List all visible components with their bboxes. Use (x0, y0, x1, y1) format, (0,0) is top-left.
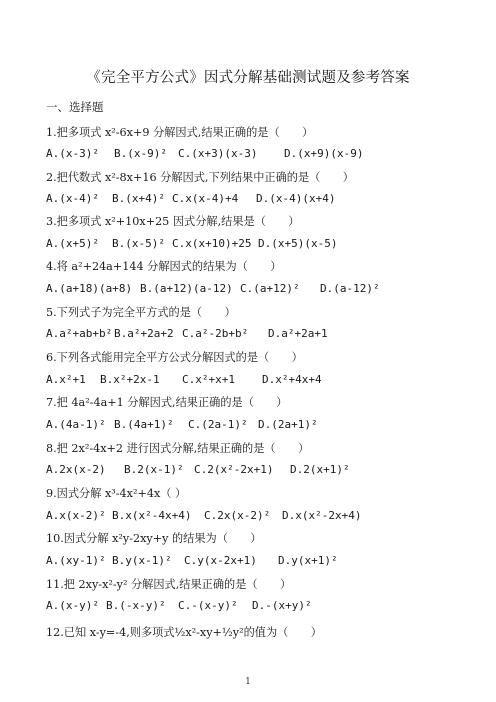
option-b: B.x(x²-4x+4) (112, 509, 192, 522)
option-b: B.(x+4)² (112, 192, 165, 205)
option-b: B.a²+2a+2 (114, 327, 174, 340)
section-heading: 一、选择题 (46, 100, 104, 114)
option-c: C.a²-2b+b² (182, 327, 249, 340)
question-stem: 10.因式分解 x²y-2xy+y 的结果为（ ） (46, 532, 262, 545)
option-d: D.x²+4x+4 (262, 373, 322, 386)
question-options (46, 147, 363, 160)
question-stem: 8.把 2x²-4x+2 进行因式分解,结果正确的是（ ） (46, 442, 310, 455)
question-options (46, 554, 338, 567)
question-stem: 4.将 a²+24a+144 分解因式的结果为（ ） (46, 260, 282, 273)
question-stem: 9.因式分解 x³-4x²+4x（ ） (46, 487, 187, 500)
option-d: D.(x-4)(x+4) (256, 192, 336, 205)
option-a: A.(a+18)(a+8) (46, 282, 133, 295)
question-options (46, 599, 312, 612)
option-d: D.2(x+1)² (290, 463, 350, 476)
question-options (46, 282, 380, 295)
option-d: D.-(x+y)² (252, 599, 312, 612)
option-a: A.(xy-1)² (46, 554, 106, 567)
option-d: D.(a-12)² (320, 282, 380, 295)
option-a: A.(4a-1)² (46, 418, 106, 431)
option-c: C.(a+12)² (240, 282, 300, 295)
option-b: B.(x-5)² (112, 237, 165, 250)
question-stem: 11.把 2xy-x²-y² 分解因式,结果正确的是（ ） (46, 578, 292, 591)
option-b: B.(a+12)(a-12) (140, 282, 233, 295)
option-d: D.(x+9)(x-9) (284, 147, 364, 160)
page-title: 《完全平方公式》因式分解基础测试题及参考答案 (86, 70, 410, 86)
option-c: C.-(x-y)² (178, 599, 238, 612)
option-a: A.(x-3)² (46, 147, 99, 160)
option-d: D.y(x+1)² (278, 554, 338, 567)
question-options (46, 237, 337, 250)
question-stem: 2.把代数式 x²-8x+16 分解因式,下列结果中正确的是（ ） (46, 171, 354, 184)
option-b: B.(4a+1)² (114, 418, 174, 431)
option-c: C.(x+3)(x-3) (178, 147, 258, 160)
option-a: A.(x-y)² (46, 599, 99, 612)
option-b: B.2(x-1)² (124, 463, 184, 476)
question-stem: 5.下列式子为完全平方式的是（ ） (46, 306, 236, 319)
option-c: C.2(x²-2x+1) (194, 463, 274, 476)
option-c: C.y(x-2x+1) (184, 554, 257, 567)
question-stem: 3.把多项式 x²+10x+25 因式分解,结果是（ ） (46, 215, 300, 228)
question-stem: 1.把多项式 x²-6x+9 分解因式,结果正确的是（ ） (46, 126, 314, 139)
question-options (46, 418, 318, 431)
option-a: A.x(x-2)² (46, 509, 106, 522)
option-b: B.x²+2x-1 (100, 373, 160, 386)
option-a: A.(x+5)² (46, 237, 99, 250)
question-options (46, 509, 361, 522)
question-stem: 12.已知 x-y=-4,则多项式½x²-xy+½y²的值为（ ） (46, 626, 322, 639)
option-d: D.(2a+1)² (258, 418, 318, 431)
option-c: C.x²+x+1 (182, 373, 235, 386)
option-c: C.(2a-1)² (188, 418, 248, 431)
option-d: D.(x+5)(x-5) (258, 237, 338, 250)
page-number: 1 (245, 677, 251, 687)
option-c: C.x(x+10)+25 (172, 237, 252, 250)
option-c: C.2x(x-2)² (204, 509, 271, 522)
question-stem: 6.下列各式能用完全平方公式分解因式的是（ ） (46, 351, 303, 364)
question-options (46, 327, 328, 340)
question-options (46, 373, 322, 386)
option-a: A.(x-4)² (46, 192, 99, 205)
option-b: B.(x-9)² (114, 147, 167, 160)
question-options (46, 463, 350, 476)
option-d: D.a²+2a+1 (268, 327, 328, 340)
option-d: D.x(x²-2x+4) (282, 509, 362, 522)
option-c: C.x(x-4)+4 (172, 192, 239, 205)
option-a: A.x²+1 (46, 373, 86, 386)
option-b: B.(-x-y)² (106, 599, 166, 612)
option-a: A.2x(x-2) (46, 463, 106, 476)
question-options (46, 192, 335, 205)
option-a: A.a²+ab+b² (46, 327, 113, 340)
question-stem: 7.把 4a²-4a+1 分解因式,结果正确的是（ ） (46, 396, 288, 409)
option-b: B.y(x-1)² (112, 554, 172, 567)
